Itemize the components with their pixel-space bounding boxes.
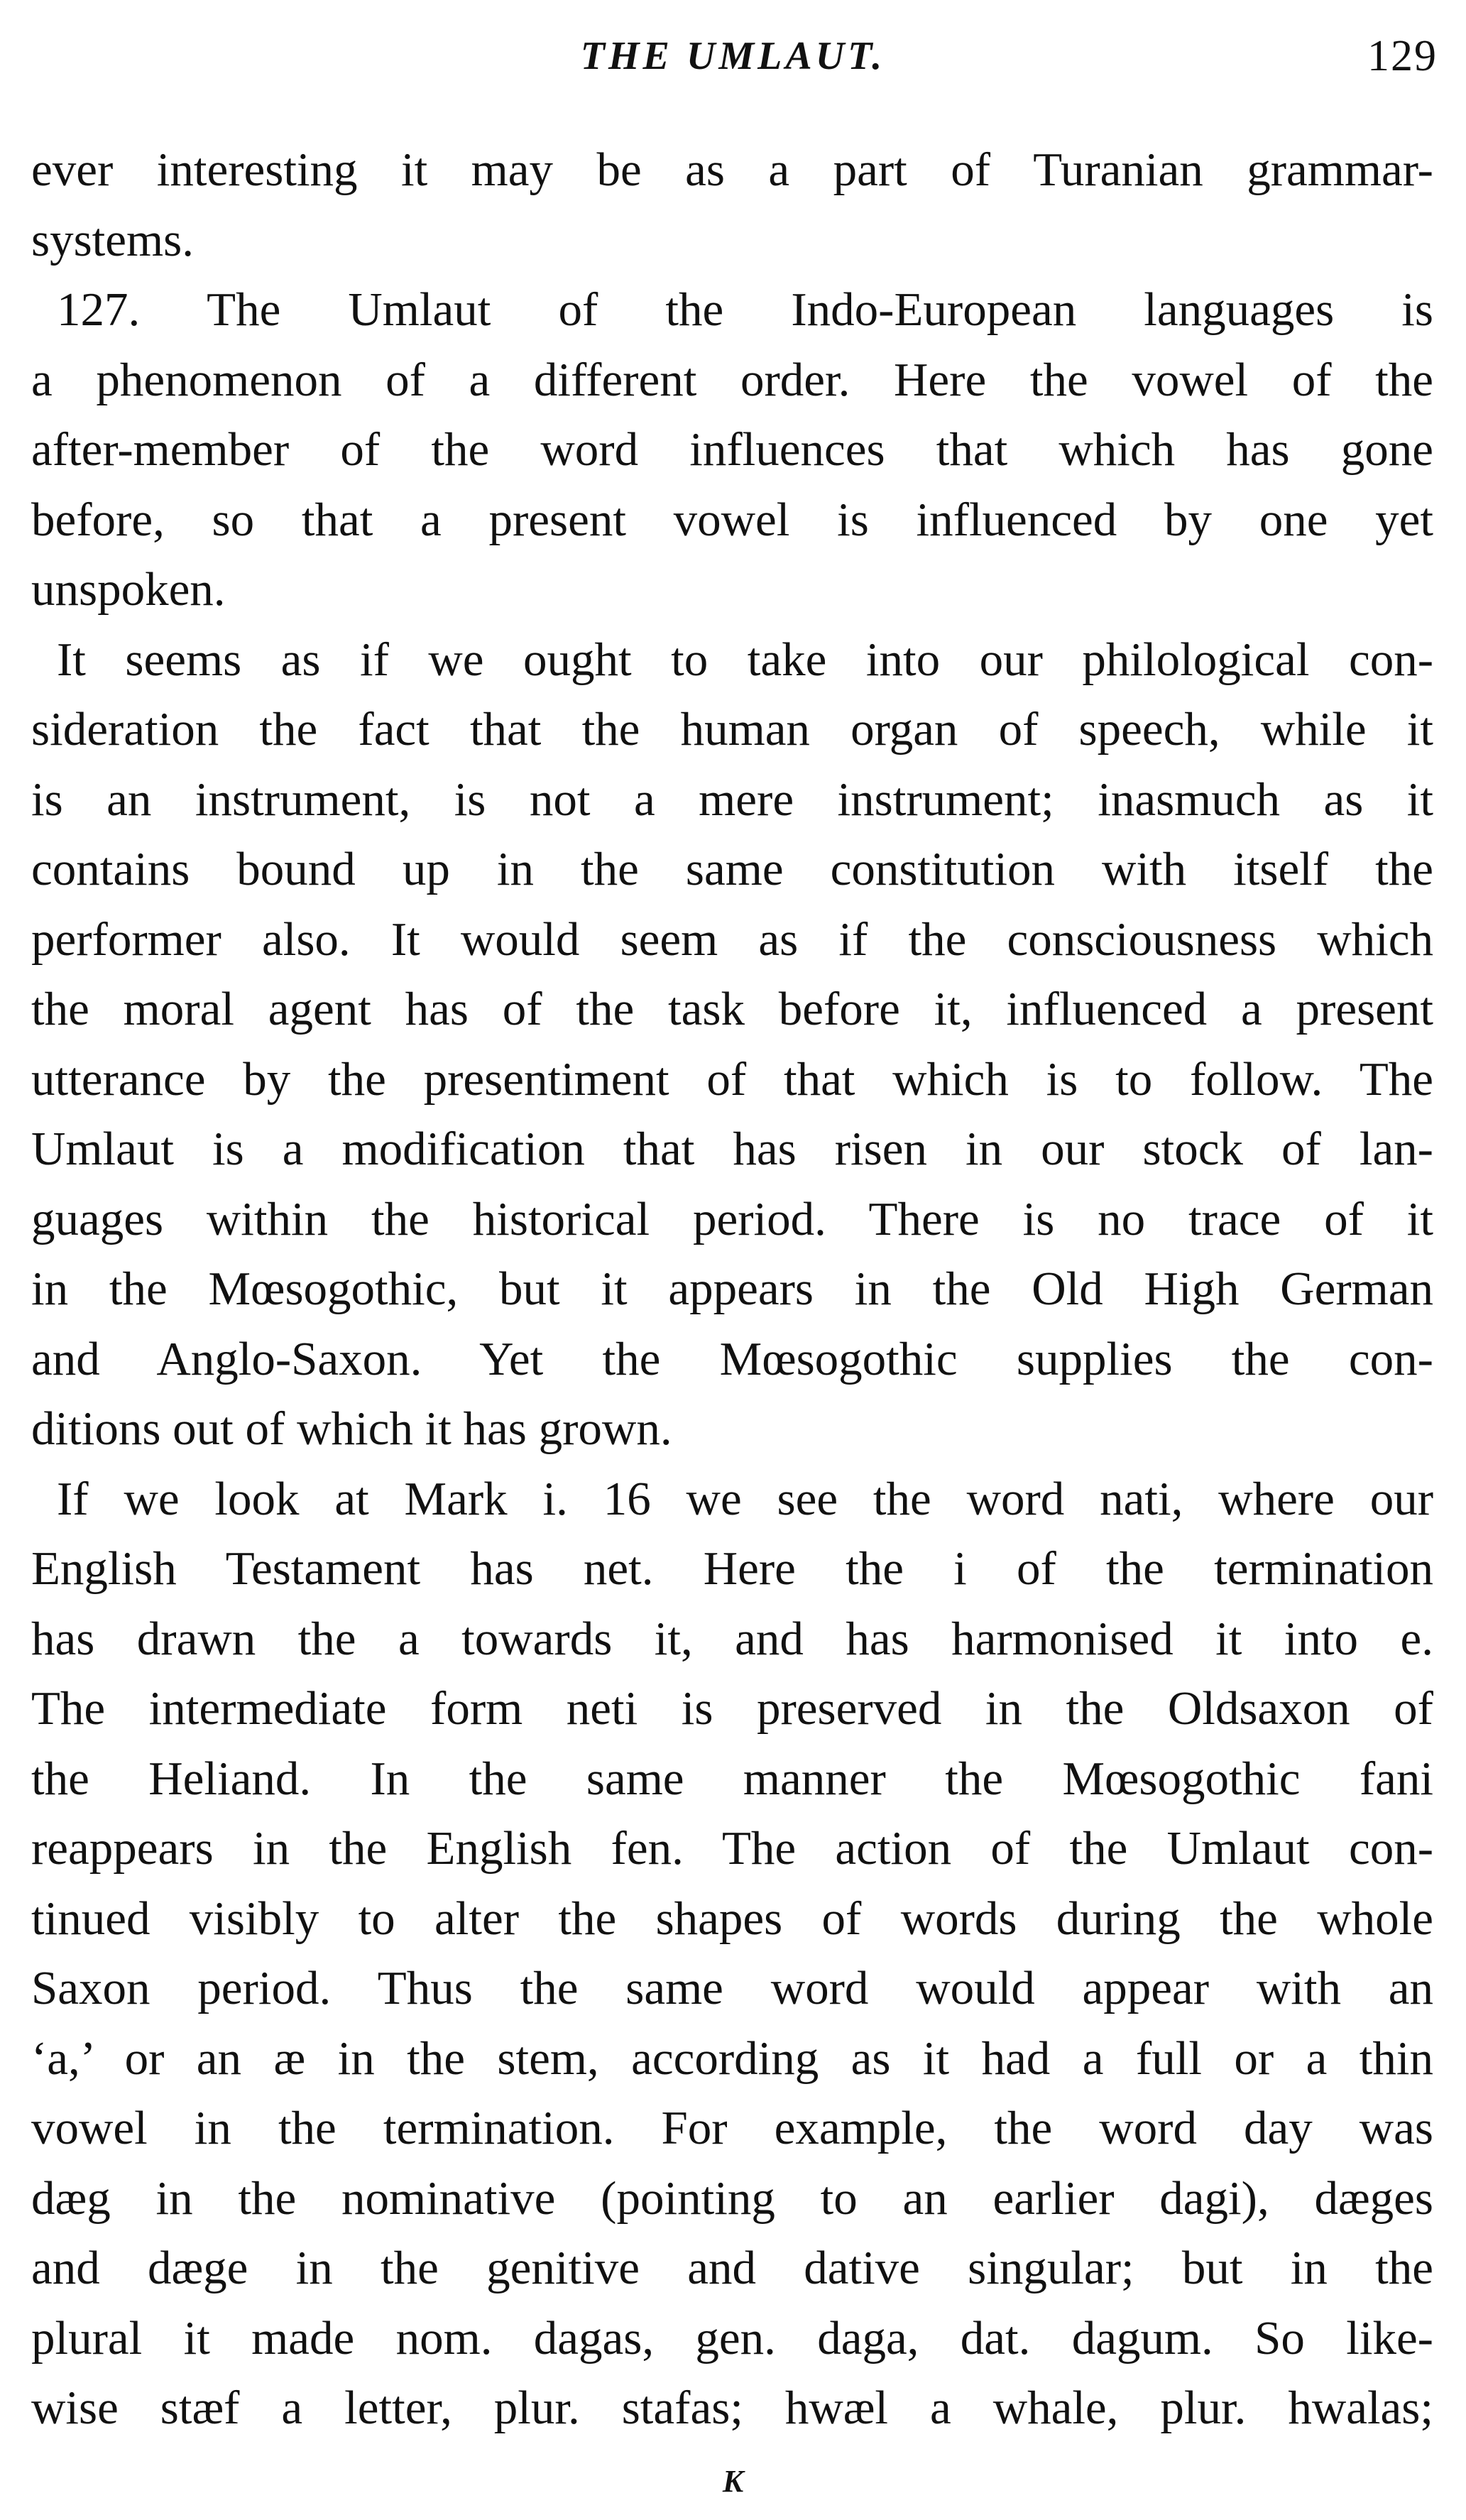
text-line: ditions out of which it has grown. [31, 1402, 672, 1455]
text-line: is an instrument, is not a mere instrument; inasmuch as it [31, 773, 1433, 826]
text-line: It seems as if we ought to take into our philological con- [57, 633, 1433, 686]
text-line: after-member of the word influences that which has gone [31, 423, 1433, 476]
running-title: THE UMLAUT. [580, 34, 886, 78]
text-line: in the Mœsogothic, but it appears in the Old High German [31, 1262, 1433, 1315]
text-line: plural it made nom. dagas, gen. daga, dat. dagum. So like- [31, 2311, 1433, 2364]
text-line: before, so that a present vowel is influenced by one yet [31, 493, 1433, 546]
running-head [28, 31, 1438, 81]
text-line: sideration the fact that the human organ of speech, while it [31, 703, 1433, 756]
text-line: a phenomenon of a different order. Here the vowel of the [31, 353, 1433, 406]
text-line: dæg in the nominative (pointing to an earlier dagi), dæges [31, 2171, 1433, 2225]
text-line: performer also. It would seem as if the consciousness which [31, 912, 1433, 966]
page-number: 129 [1367, 32, 1438, 80]
text-line: 127. The Umlaut of the Indo-European languages is [57, 283, 1433, 336]
text-line: the Heliand. In the same manner the Mœsogothic fani [31, 1752, 1433, 1805]
text-line: has drawn the a towards it, and has harmonised it into e. [31, 1612, 1433, 1665]
text-line: wise stæf a letter, plur. stafas; hwæl a whale, plur. hwalas; [31, 2382, 1433, 2434]
text-line: systems. [31, 213, 194, 266]
signature-mark: K [722, 2464, 744, 2499]
text-line: English Testament has net. Here the i of the termination [31, 1542, 1433, 1595]
text-line: ‘a,’ or an æ in the stem, according as it had a full or a thin [31, 2031, 1433, 2085]
body-text [31, 135, 1433, 2443]
text-line: contains bound up in the same constitution with itself the [31, 843, 1433, 895]
text-line: the moral agent has of the task before it, influenced a present [31, 983, 1433, 1035]
text-line: ever interesting it may be as a part of Turanian grammar- [31, 143, 1433, 196]
text-line: guages within the historical period. There is no trace of it [31, 1192, 1433, 1245]
text-line: utterance by the presentiment of that which is to follow. The [31, 1052, 1433, 1106]
text-line: Umlaut is a modification that has risen in our stock of lan- [31, 1123, 1433, 1175]
text-line: The intermediate form neti is preserved in the Oldsaxon of [31, 1682, 1433, 1735]
text-line: tinued visibly to alter the shapes of words during the whole [31, 1892, 1433, 1945]
text-line: Saxon period. Thus the same word would appear with an [31, 1962, 1433, 2014]
text-line: and Anglo-Saxon. Yet the Mœsogothic supplies the con- [31, 1332, 1433, 1385]
text-line: vowel in the termination. For example, the word day was [31, 2102, 1433, 2154]
text-line: unspoken. [31, 563, 226, 616]
text-line: and dæge in the genitive and dative singular; but in the [31, 2242, 1433, 2294]
text-line: If we look at Mark i. 16 we see the word nati, where our [57, 1472, 1433, 1525]
text-line: reappears in the English fen. The action of the Umlaut con- [31, 1822, 1433, 1875]
